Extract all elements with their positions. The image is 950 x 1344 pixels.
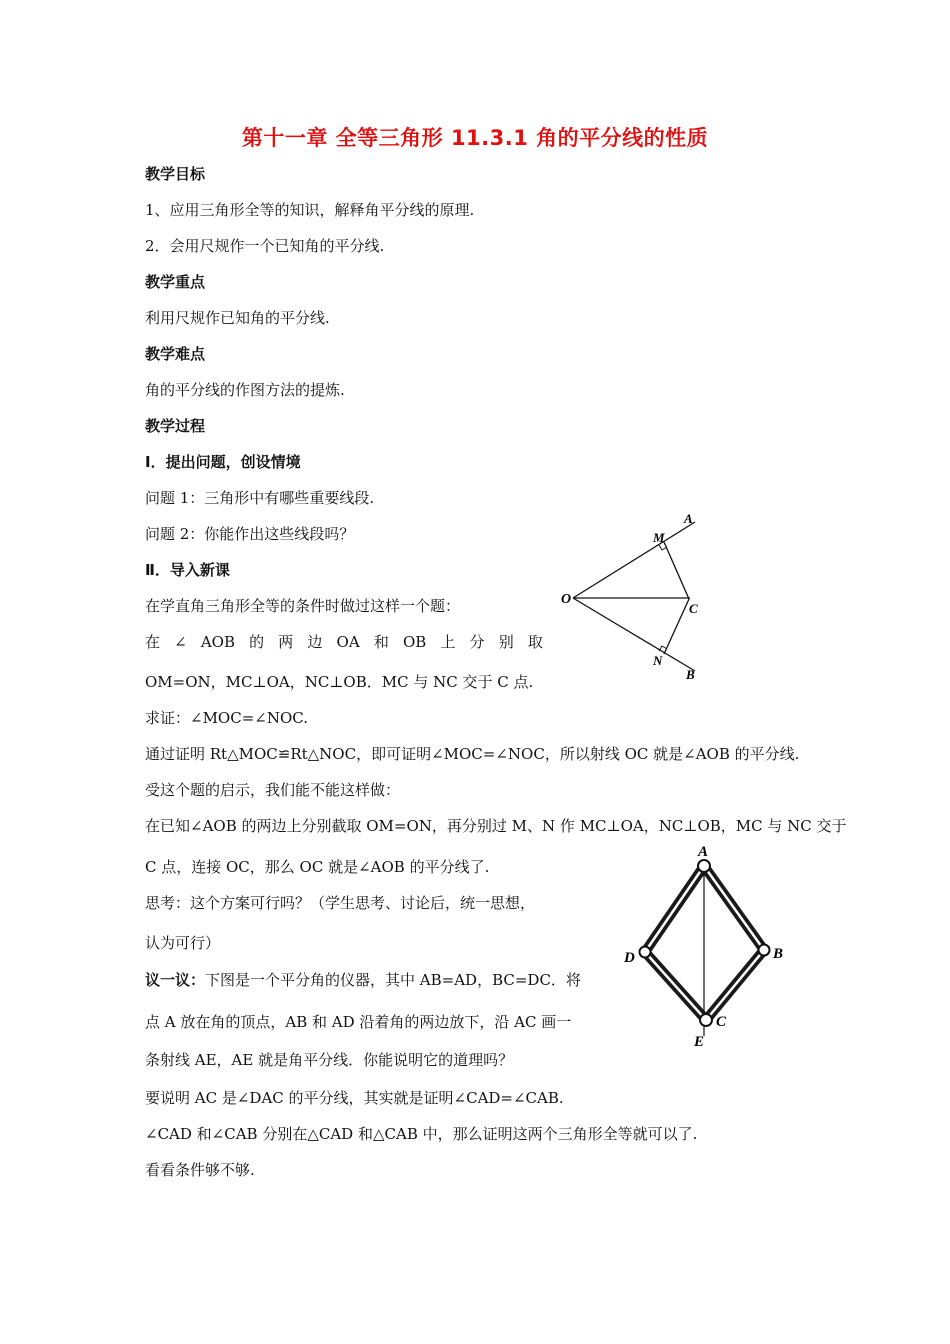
goal-2: 2．会用尺规作一个已知角的平分线. (145, 237, 385, 255)
part-2-heading: Ⅱ．导入新课 (145, 561, 230, 579)
heading-teaching-process: 教学过程 (145, 417, 206, 435)
spread-word: ∠ (174, 633, 187, 651)
proof-text: 通过证明 Rt△MOC≌Rt△NOC，即可证明∠MOC=∠NOC，所以射线 OC 就是∠AOB 的平分线. (145, 745, 800, 763)
condition-text: OM=ON，MC⊥OA，NC⊥OB．MC 与 NC 交于 C 点. (145, 673, 534, 691)
joint-a (698, 860, 710, 872)
question-1: 问题 1：三角形中有哪些重要线段. (145, 489, 375, 507)
stick-bc-highlight (706, 950, 764, 1020)
spread-condition-line (145, 632, 543, 652)
discuss-paragraph-1 (145, 970, 581, 990)
think-text-1: 思考：这个方案可行吗？（学生思考、讨论后，统一思想， (145, 894, 536, 912)
ray-ob (573, 598, 695, 671)
discuss-text-1: 下图是一个平分角的仪器，其中 AB=AD，BC=DC．将 (205, 971, 581, 989)
spread-word: 别 (498, 633, 514, 651)
page-title: 第十一章 全等三角形 11.3.1 角的平分线的性质 (241, 126, 709, 150)
discuss-text-2: 点 A 放在角的顶点，AB 和 AD 沿着角的两边放下，沿 AC 画一 (145, 1013, 572, 1031)
method-text-1: 在已知∠AOB 的两边上分别截取 OM=ON，再分别过 M、N 作 MC⊥OA，NC⊥OB，MC 与 NC 交于 (145, 817, 847, 835)
heading-difficult-points: 教学难点 (145, 345, 206, 363)
label-c: C (716, 1014, 727, 1030)
heading-teaching-goals: 教学目标 (145, 165, 206, 183)
segment-mc (664, 542, 689, 599)
angle-bisector-figure (555, 508, 715, 688)
spread-word: OB (402, 633, 427, 651)
label-b: B (686, 667, 695, 682)
stick-ab-highlight (704, 866, 764, 950)
spread-word: 的 (249, 633, 265, 651)
part-1-heading: Ⅰ．提出问题，创设情境 (145, 453, 301, 471)
inspire-text: 受这个题的启示，我们能不能这样做： (145, 781, 401, 799)
triangles-text: ∠CAD 和∠CAB 分别在△CAD 和△CAB 中，那么证明这两个三角形全等就可以了. (145, 1125, 698, 1143)
label-o: O (561, 592, 572, 607)
think-text-2: 认为可行） (145, 934, 221, 952)
spread-word: AOB (200, 633, 235, 651)
method-text-2: C 点，连接 OC，那么 OC 就是∠AOB 的平分线了. (145, 858, 490, 876)
discuss-text-3: 条射线 AE，AE 就是角平分线．你能说明它的道理吗？ (145, 1051, 514, 1069)
question-2: 问题 2：你能作出这些线段吗？ (145, 525, 355, 543)
label-b: B (773, 946, 784, 962)
discuss-label: 议一议： (145, 971, 206, 989)
joint-c (700, 1014, 712, 1026)
stick-ad-highlight (645, 866, 704, 952)
joint-b (759, 945, 770, 956)
label-e: E (694, 1034, 705, 1050)
difficult-points-text: 角的平分线的作图方法的提炼. (145, 381, 345, 399)
label-n: N (653, 653, 663, 668)
heading-key-points: 教学重点 (145, 273, 206, 291)
spread-word: 上 (440, 633, 456, 651)
check-text: 看看条件够不够. (145, 1161, 255, 1179)
angle-bisector-instrument-figure (618, 840, 788, 1052)
spread-word: 边 (307, 633, 323, 651)
label-a: A (684, 511, 693, 526)
prove-text: 求证：∠MOC=∠NOC. (145, 709, 308, 727)
joint-d (640, 947, 651, 958)
spread-word: 取 (527, 633, 543, 651)
label-d: D (624, 950, 635, 966)
label-c: C (689, 601, 698, 616)
label-m: M (653, 530, 665, 545)
key-points-text: 利用尺规作已知角的平分线. (145, 309, 330, 327)
goal-1: 1、应用三角形全等的知识，解释角平分线的原理. (145, 201, 475, 219)
segment-nc (664, 599, 689, 654)
spread-word: 两 (278, 633, 294, 651)
spread-word: 在 (145, 633, 161, 651)
explain-text: 要说明 AC 是∠DAC 的平分线，其实就是证明∠CAD=∠CAB. (145, 1089, 564, 1107)
ray-oa (573, 522, 695, 598)
intro-text: 在学直角三角形全等的条件时做过这样一个题： (145, 597, 461, 615)
spread-word: 分 (469, 633, 485, 651)
spread-word: 和 (373, 633, 389, 651)
stick-dc-highlight (645, 952, 706, 1020)
label-a: A (698, 844, 709, 860)
spread-word: OA (336, 633, 360, 651)
